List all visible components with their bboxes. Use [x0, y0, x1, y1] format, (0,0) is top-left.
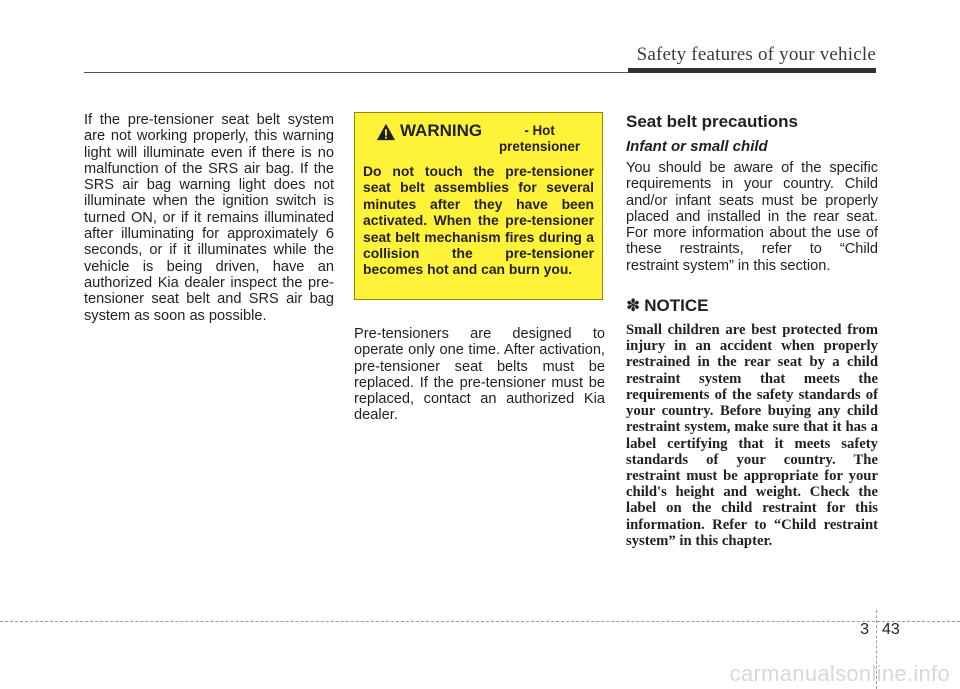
notice-body: Small children are best protected from injury in an accident when properly restrained in the rear seat by a child restraint system that meets the requirements of the safety standards of your country. Before buying any child restraint system, make sure that it has a label certifying that it meets safety standards of your country. The restraint must be appropriate for your child's height and weight. Check the label on the child restraint for this information. Refer to “Child restraint system” in this chapter.: [626, 322, 878, 549]
column-right: [626, 112, 878, 549]
warning-subtitle: - Hot pretensioner: [499, 123, 581, 154]
warning-header: [376, 121, 594, 155]
header-rule-accent: [628, 68, 876, 73]
section-title: Seat belt precautions: [626, 112, 798, 131]
chapter-number: 3: [860, 621, 869, 638]
body-paragraph: If the pre-tensioner seat belt system are not working properly, this warning light will illuminate even if there is no malfunction of the SRS air bag. If the SRS air bag warning light does not illuminate when the ignition switch is turned ON, or if it remains illuminated after illuminating for approximately 6 seconds, or if it illuminates while the vehicle is being driven, have an authorized Kia dealer inspect the pre-tensioner seat belt and SRS air bag system as soon as possible.: [84, 112, 334, 324]
notice-heading: [626, 296, 878, 316]
body-paragraph: Pre-tensioners are designed to operate only one time. After activation, pre-tensioner seat belts must be replaced. If the pre-tensioner must be replaced, contact an authorized Kia dealer.: [354, 326, 605, 424]
warning-triangle-icon: [376, 122, 396, 142]
middle-text: [354, 326, 605, 424]
footer-rule: [0, 621, 960, 622]
body-paragraph: You should be aware of the specific requirements in your country. Child and/or infant seats must be properly placed and installed in the rear seat. For more information about the use of these restraints, refer to “Child restraint system” in this section.: [626, 160, 878, 274]
warning-word: WARNING: [399, 121, 483, 140]
watermark: carmanualsonline.info: [729, 661, 950, 686]
page-header-title: Safety features of your vehicle: [636, 44, 876, 65]
subsection-title: Infant or small child: [626, 138, 768, 155]
column-middle: [354, 112, 605, 424]
warning-box: [354, 112, 603, 300]
notice-star-icon: ✽: [626, 296, 641, 316]
page-number: 43: [882, 621, 900, 638]
column-left: [84, 112, 334, 324]
warning-body: Do not touch the pre-tensioner seat belt assemblies for several minutes after they have been activated. When the pre-tensioner seat belt mechanism fires during a collision the pre-tensioner becomes hot and can burn you.: [363, 163, 594, 278]
notice-title: NOTICE: [644, 296, 709, 316]
